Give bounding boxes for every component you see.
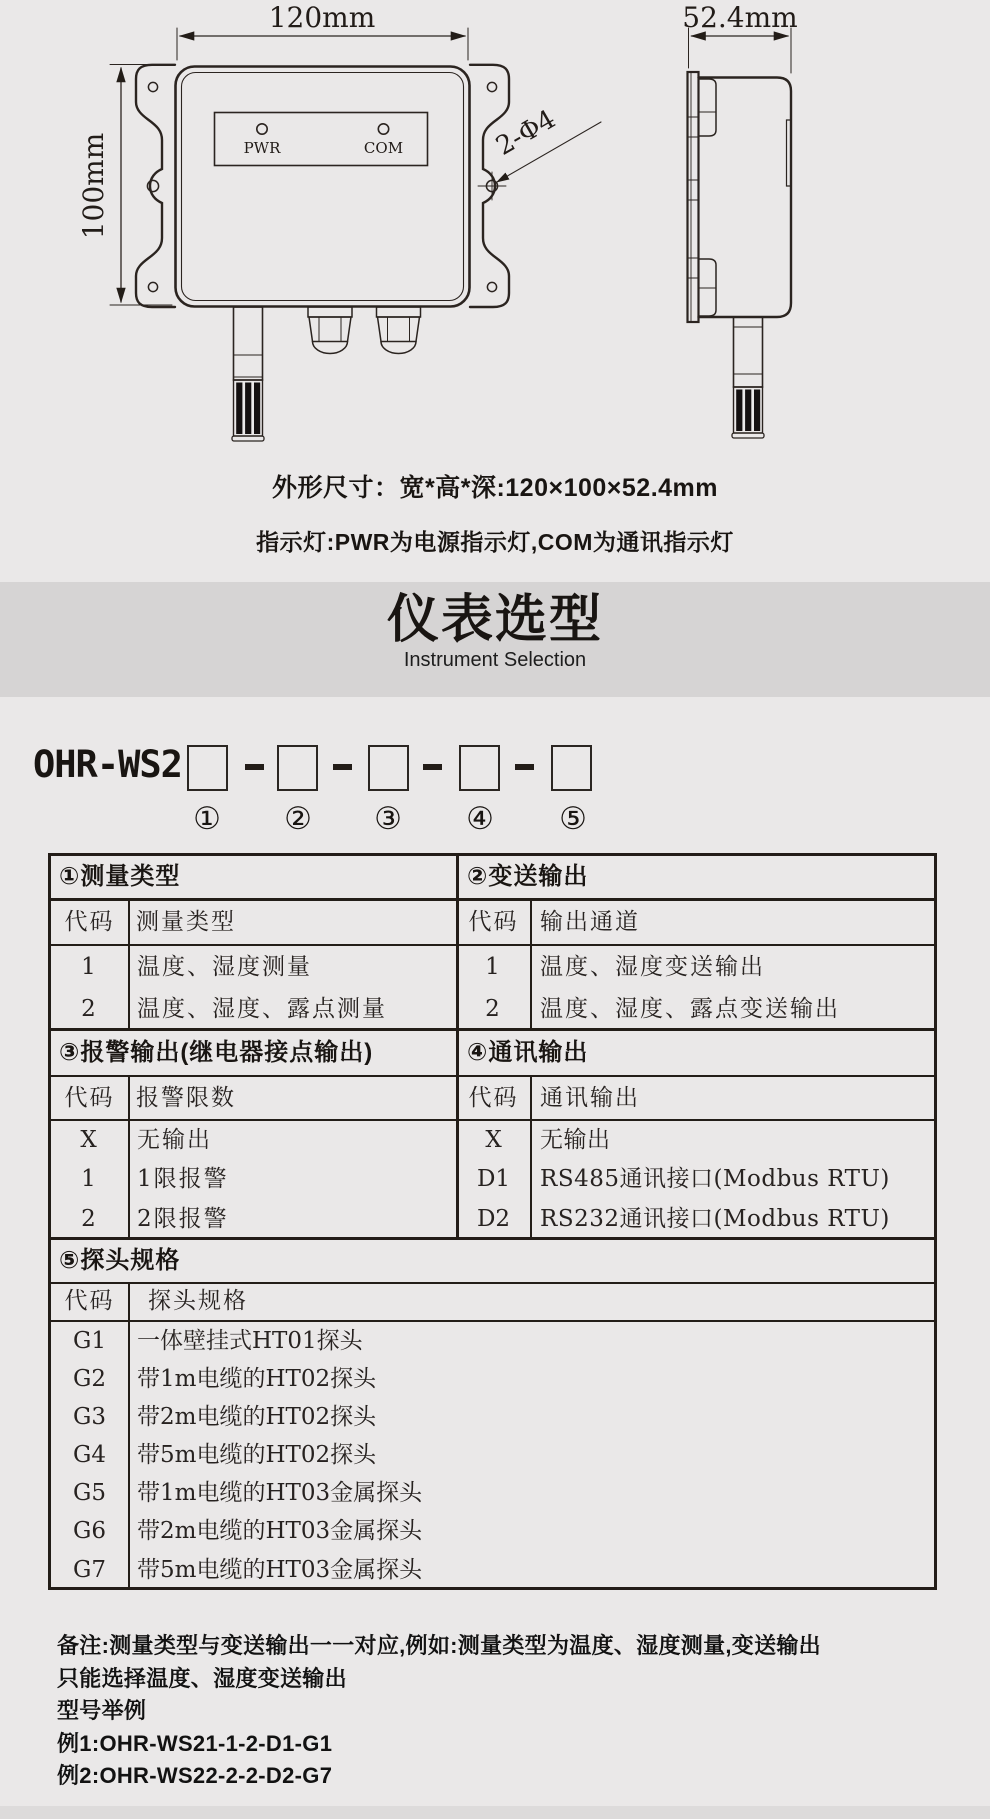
mounting-hole — [487, 82, 496, 91]
table-cell: 带1m电缆的HT02探头 — [137, 1366, 377, 1393]
note-line: 例2:OHR-WS22-2-2-D2-G7 — [57, 1763, 333, 1788]
table-cell: 一体壁挂式HT01探头 — [137, 1328, 363, 1354]
table-cell: G3 — [72, 1404, 106, 1431]
dash — [515, 764, 534, 770]
table-cell: 温度、湿度、露点变送输出 — [540, 996, 840, 1022]
model-code-box-1 — [187, 745, 228, 791]
table-cell: 带5m电缆的HT03金属探头 — [137, 1556, 423, 1583]
model-code-box-5 — [551, 745, 592, 791]
table-cell: 带1m电缆的HT03金属探头 — [137, 1480, 423, 1507]
mounting-hole — [148, 282, 157, 291]
section-subtitle: Instrument Selection — [403, 649, 587, 671]
footer-notes — [57, 1630, 957, 1793]
note-line: 备注:测量类型与变送输出一一对应,例如:测量类型为温度、湿度测量,变送输出 — [57, 1633, 821, 1658]
dimensions-note: 外形尺寸：宽*高*深:120×100×52.4mm — [271, 474, 719, 502]
side-body-outline — [699, 78, 792, 318]
model-code-box-2 — [277, 745, 318, 791]
section3-name-header: 报警限数 — [136, 1085, 236, 1111]
hole-callout-label: 2-Φ4 — [491, 104, 561, 162]
section4-title: ④通讯输出 — [467, 1039, 589, 1066]
technical-drawing — [0, 0, 990, 462]
table-cell: 温度、湿度变送输出 — [540, 954, 765, 980]
note-line: 型号举例 — [57, 1698, 147, 1723]
bottom-strip — [0, 1806, 990, 1819]
table-cell: 带2m电缆的HT02探头 — [137, 1404, 377, 1431]
front-height-dim-label: 100mm — [77, 132, 110, 240]
side-probe — [732, 317, 764, 438]
cable-gland — [308, 307, 352, 354]
table-cell: 无输出 — [137, 1127, 212, 1153]
cable-gland — [377, 307, 421, 354]
pwr-led — [257, 124, 267, 134]
com-led — [378, 124, 388, 134]
model-prefix: OHR-WS2 — [33, 743, 182, 786]
table-cell: 2限报警 — [137, 1205, 229, 1232]
table-cell: X — [485, 1127, 502, 1153]
section-title: 仪表选型 — [386, 591, 603, 649]
table-cell: 1 — [81, 1166, 98, 1193]
table-cell: G6 — [72, 1518, 106, 1545]
position-number-5: ⑤ — [559, 801, 587, 837]
section1-title: ①测量类型 — [59, 863, 181, 890]
table-cell: 温度、湿度、露点测量 — [137, 996, 387, 1022]
table-cell: RS485通讯接口(Modbus RTU) — [540, 1166, 890, 1193]
table-cell: 无输出 — [540, 1127, 611, 1153]
table-cell: G4 — [72, 1442, 106, 1469]
position-number-1: ① — [193, 801, 221, 837]
pwr-led-label: PWR — [243, 139, 281, 157]
table-cell: G2 — [72, 1366, 106, 1393]
position-number-3: ③ — [374, 801, 402, 837]
table-cell: 1 — [81, 954, 98, 980]
table-cell: 带5m电缆的HT02探头 — [137, 1442, 377, 1469]
section2-code-header: 代码 — [468, 909, 519, 935]
front-left-mounting-plate — [136, 65, 175, 307]
side-depth-dim-label: 52.4mm — [682, 1, 798, 34]
section5-name-header: 探头规格 — [148, 1288, 248, 1314]
com-led-label: COM — [363, 139, 404, 157]
selection-table — [48, 853, 937, 1590]
table-cell: G7 — [72, 1556, 106, 1583]
table-cell: 2 — [485, 996, 502, 1022]
model-code-box-3 — [368, 745, 409, 791]
table-cell: X — [80, 1127, 99, 1153]
section3-title: ③报警输出(继电器接点输出) — [59, 1039, 374, 1066]
table-cell: 2 — [81, 996, 98, 1022]
table-cell: 1 — [485, 954, 502, 980]
note-line: 例1:OHR-WS21-1-2-D1-G1 — [57, 1730, 333, 1756]
front-view — [110, 28, 601, 441]
table-cell: 2 — [81, 1205, 98, 1232]
mounting-hole — [487, 282, 496, 291]
section5-title: ⑤探头规格 — [59, 1247, 181, 1274]
front-body-outline — [176, 67, 470, 307]
section-banner — [0, 582, 990, 697]
note-line: 只能选择温度、湿度变送输出 — [57, 1665, 347, 1691]
section2-name-header: 输出通道 — [540, 909, 640, 935]
dash — [423, 764, 442, 770]
mounting-hole — [148, 82, 157, 91]
front-width-dim-label: 120mm — [268, 1, 376, 34]
side-mounting-plate — [688, 72, 699, 322]
section1-code-header: 代码 — [64, 909, 115, 935]
front-probe — [232, 307, 264, 441]
section2-title: ②变送输出 — [467, 863, 589, 890]
dash — [245, 764, 264, 770]
section3-code-header: 代码 — [64, 1085, 115, 1111]
table-cell: G5 — [72, 1480, 106, 1507]
table-cell: 温度、湿度测量 — [137, 954, 312, 980]
section5-code-header: 代码 — [64, 1288, 115, 1314]
section1-name-header: 测量类型 — [136, 909, 236, 935]
section4-name-header: 通讯输出 — [540, 1085, 640, 1111]
table-cell: 1限报警 — [137, 1166, 229, 1193]
position-number-4: ④ — [466, 801, 494, 837]
table-cell: 带2m电缆的HT03金属探头 — [137, 1518, 423, 1545]
table-cell: D1 — [476, 1166, 511, 1193]
side-view — [688, 28, 792, 438]
table-cell: G1 — [72, 1328, 106, 1354]
indicator-note: 指示灯:PWR为电源指示灯,COM为通讯指示灯 — [256, 529, 734, 555]
table-cell: RS232通讯接口(Modbus RTU) — [540, 1205, 890, 1232]
dash — [333, 764, 352, 770]
table-cell: D2 — [476, 1205, 511, 1232]
section4-code-header: 代码 — [468, 1085, 519, 1111]
model-code-box-4 — [459, 745, 500, 791]
position-number-2: ② — [284, 801, 312, 837]
